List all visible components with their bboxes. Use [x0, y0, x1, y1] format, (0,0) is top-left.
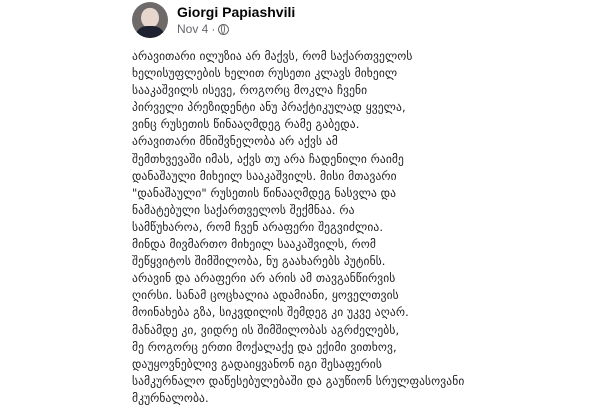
post-text-line: ღირსი. სანამ ცოცხალია ადამიანი, ყოველთვის [132, 288, 399, 303]
post-text-line: არავითარი ილუზია არ მაქვს, რომ საქართველოს [132, 49, 413, 63]
post-text-line: მინდა მივმართო მიხეილ სააკაშვილს, რომ [132, 237, 376, 252]
globe-icon[interactable] [218, 24, 229, 35]
separator: · [211, 22, 216, 36]
avatar-face [141, 8, 159, 28]
post-text-line: შეწყვიტოს შიმშილობა, ნუ გაახარებს პუტინს. [132, 254, 386, 269]
post-text-line: არავითარი მნიშვნელობა არ აქვს ამ [132, 134, 338, 149]
post-text-line: არავინ და არაფერი არ არის ამ თავგანწირვის [132, 271, 396, 286]
avatar-suit [135, 26, 165, 38]
post-text-line: დაუყოვნებლივ გადაიყვანონ იგი შესაფერის [132, 356, 382, 371]
post-date[interactable]: Nov 4 [177, 22, 209, 36]
post-text-line: ვინც რუსეთის წინააღმდეგ რამე გაბედა. [132, 117, 360, 132]
post-text-line: მე როგორც ერთი მოქალაქე და ექიმი ვითხოვ, [132, 339, 397, 354]
post-text-line: შემთხვევაში იმას, აქვს თუ არა ჩადენილი რაიმე [132, 151, 404, 166]
post-text-line: სამკურნალო დაწესებულებაში და გაუწიონ სრულფასოვანი [132, 373, 465, 388]
post-text-line: პირველი პრეზიდენტი ანუ პრაქტიკულად ყველა, [132, 100, 406, 115]
post-text-line: სააკაშვილს ისევე, როგორც მოკლა ჩვენი [132, 83, 368, 98]
post-text-line: ხელისუფლების ხელით რუსეთი კლავს მიხეილ [132, 66, 398, 81]
author-name[interactable]: Giorgi Papiashvili [177, 4, 296, 20]
post-text-line: მკურნალობა. [132, 390, 209, 405]
post-text-line: ნამატებული საქართველოს შექმნაა. რა [132, 202, 355, 217]
post-header [132, 2, 295, 38]
post-text-line: "დანაშაული" რუსეთის წინააღმდეგ ნასვლა და [132, 185, 397, 200]
post-subline [177, 21, 295, 37]
post-text-line: სამწუხაროა, რომ ჩვენ არაფერი შეგვიძლია. [132, 219, 384, 234]
post-text-line: მანამდე კი, ვიდრე ის შიმშილობას აგრძელებს, [132, 322, 400, 337]
post-body [132, 48, 465, 407]
avatar[interactable] [132, 2, 168, 38]
post-text-line: მოინახება გზა, სიკვდილის შემდეგ კი უკვე აღარ. [132, 305, 409, 320]
post-meta [177, 3, 295, 37]
post-text-line: დანაშაული მიხეილ სააკაშვილს. მისი მთავარი [132, 168, 397, 183]
